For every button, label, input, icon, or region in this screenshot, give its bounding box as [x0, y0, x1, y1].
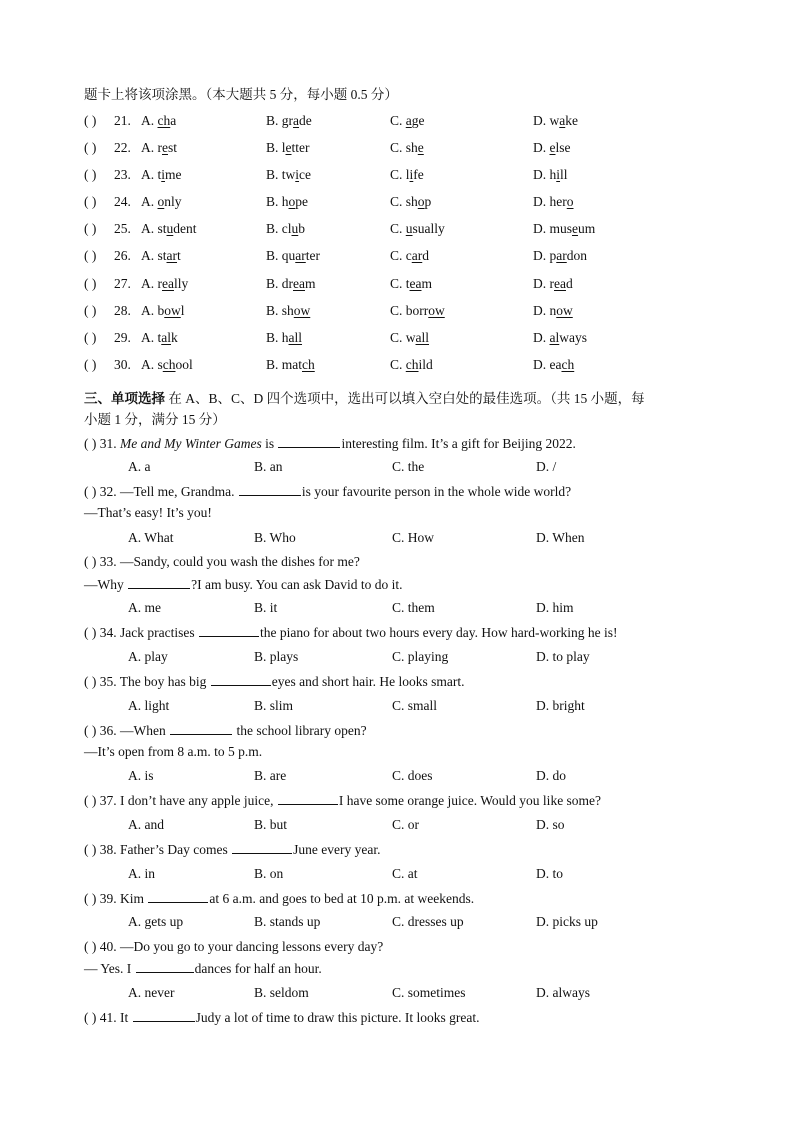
option-b: B. quarter: [266, 248, 321, 263]
option-c: C. playing: [392, 649, 449, 664]
option-b: B. dream: [266, 276, 316, 291]
option-a: A. never: [128, 985, 175, 1000]
option-b: B. it: [254, 600, 278, 615]
option-a: A. a: [128, 459, 151, 474]
option-b: B. club: [266, 221, 305, 236]
option-d: D. bright: [536, 698, 585, 713]
question-40-reply: — Yes. I dances for half an hour.: [84, 961, 322, 976]
option-a: A. play: [128, 649, 168, 664]
option-d: D. /: [536, 459, 557, 474]
option-d: D. When: [536, 530, 585, 545]
answer-paren[interactable]: ( ): [84, 303, 97, 318]
option-b: B. letter: [266, 140, 310, 155]
question-37: ( ) 37. I don’t have any apple juice, I have some orange juice. Would you like some?: [84, 793, 602, 808]
pronunciation-row: [84, 329, 724, 347]
option-b: B. grade: [266, 113, 312, 128]
question-number: 25.: [114, 221, 131, 236]
question-33: ( ) 33. —Sandy, could you wash the dishes for me?: [84, 554, 360, 569]
question-number: 23.: [114, 167, 131, 182]
question-number: 24.: [114, 194, 131, 209]
pronunciation-row: [84, 247, 724, 265]
option-a: A. bowl: [141, 303, 185, 318]
option-c: C. wall: [390, 330, 430, 345]
option-d: D. wake: [533, 113, 578, 128]
question-35: ( ) 35. The boy has big eyes and short hair. He looks smart.: [84, 674, 465, 689]
option-b: B. are: [254, 768, 287, 783]
option-a: A. cha: [141, 113, 177, 128]
option-c: C. them: [392, 600, 435, 615]
option-a: A. gets up: [128, 914, 184, 929]
option-a: A. talk: [141, 330, 178, 345]
pronunciation-row: [84, 220, 724, 238]
option-d: D. read: [533, 276, 573, 291]
option-c: C. dresses up: [392, 914, 464, 929]
option-c: C. or: [392, 817, 419, 832]
option-d: D. pardon: [533, 248, 587, 263]
option-b: B. match: [266, 357, 315, 372]
question-number: 21.: [114, 113, 131, 128]
answer-blank[interactable]: [148, 889, 208, 903]
option-b: B. hope: [266, 194, 309, 209]
option-c: C. at: [392, 866, 418, 881]
question-34: ( ) 34. Jack practises the piano for about two hours every day. How hard-working he is!: [84, 625, 618, 640]
answer-paren[interactable]: ( ): [84, 248, 97, 263]
option-c: C. the: [392, 459, 425, 474]
option-c: C. she: [390, 140, 424, 155]
option-b: B. Who: [254, 530, 296, 545]
answer-blank[interactable]: [170, 721, 232, 735]
question-41: ( ) 41. It Judy a lot of time to draw this picture. It looks great.: [84, 1010, 480, 1025]
pronunciation-row: [84, 193, 724, 211]
option-a: A. me: [128, 600, 161, 615]
option-d: D. else: [533, 140, 571, 155]
section-3-instruction: 在 A、B、C、D 四个选项中，选出可以填入空白处的最佳选项。（共 15 小题，每: [165, 391, 645, 406]
option-d: D. to: [536, 866, 563, 881]
question-36-reply: —It’s open from 8 a.m. to 5 p.m.: [84, 744, 263, 759]
option-c: C. does: [392, 768, 433, 783]
option-c: C. How: [392, 530, 435, 545]
section-intro: 题卡上将该项涂黑。（本大题共 5 分，每小题 0.5 分）: [84, 87, 398, 102]
section-3-header: [84, 390, 645, 408]
section-3-title: 三、单项选择: [84, 391, 165, 407]
option-d: D. hero: [533, 194, 574, 209]
option-d: D. so: [536, 817, 565, 832]
question-number: 30.: [114, 357, 131, 372]
options-33: [84, 599, 724, 617]
answer-paren[interactable]: ( ): [84, 113, 97, 128]
question-number: 27.: [114, 276, 131, 291]
question-number: 29.: [114, 330, 131, 345]
options-39: [84, 913, 724, 931]
options-36: [84, 767, 724, 785]
section-3-instruction-cont: 小题 1 分，满分 15 分）: [84, 412, 226, 427]
option-a: A. school: [141, 357, 193, 372]
option-b: B. plays: [254, 649, 299, 664]
option-d: D. museum: [533, 221, 596, 236]
answer-blank[interactable]: [239, 482, 301, 496]
option-b: B. twice: [266, 167, 312, 182]
option-a: A. and: [128, 817, 164, 832]
question-39: ( ) 39. Kim at 6 a.m. and goes to bed at 10 p.m. at weekends.: [84, 891, 475, 906]
answer-blank[interactable]: [232, 840, 292, 854]
option-b: B. but: [254, 817, 288, 832]
option-d: D. him: [536, 600, 574, 615]
option-d: D. always: [533, 330, 587, 345]
answer-paren[interactable]: ( ): [84, 194, 97, 209]
option-d: D. to play: [536, 649, 590, 664]
option-c: C. small: [392, 698, 438, 713]
option-d: D. always: [536, 985, 590, 1000]
option-c: C. age: [390, 113, 425, 128]
option-a: A. light: [128, 698, 170, 713]
option-d: D. picks up: [536, 914, 598, 929]
option-c: C. shop: [390, 194, 432, 209]
question-33-reply: —Why ?I am busy. You can ask David to do it.: [84, 577, 403, 592]
option-d: D. do: [536, 768, 566, 783]
option-c: C. usually: [390, 221, 445, 236]
answer-blank[interactable]: [128, 575, 190, 589]
option-b: B. an: [254, 459, 283, 474]
option-c: C. life: [390, 167, 424, 182]
option-a: A. is: [128, 768, 154, 783]
option-c: C. child: [390, 357, 433, 372]
answer-blank[interactable]: [199, 623, 259, 637]
option-c: C. team: [390, 276, 433, 291]
answer-paren[interactable]: ( ): [84, 276, 97, 291]
question-36: ( ) 36. —When the school library open?: [84, 723, 367, 738]
option-b: B. stands up: [254, 914, 321, 929]
pronunciation-row: [84, 139, 724, 157]
option-c: C. borrow: [390, 303, 445, 318]
option-a: A. What: [128, 530, 174, 545]
option-b: B. seldom: [254, 985, 309, 1000]
option-a: A. only: [141, 194, 182, 209]
options-32: [84, 529, 724, 547]
answer-blank[interactable]: [133, 1008, 195, 1022]
answer-paren[interactable]: ( ): [84, 221, 97, 236]
option-a: A. student: [141, 221, 197, 236]
question-number: 22.: [114, 140, 131, 155]
option-a: A. start: [141, 248, 181, 263]
options-34: [84, 648, 724, 666]
options-37: [84, 816, 724, 834]
question-32: ( ) 32. —Tell me, Grandma. is your favourite person in the whole wide world?: [84, 484, 572, 499]
option-a: A. time: [141, 167, 182, 182]
pronunciation-row: [84, 356, 724, 374]
pronunciation-row: [84, 112, 724, 130]
question-32-reply: —That’s easy! It’s you!: [84, 505, 212, 520]
pronunciation-row: [84, 275, 724, 293]
option-b: B. hall: [266, 330, 303, 345]
answer-blank[interactable]: [278, 791, 338, 805]
answer-blank[interactable]: [211, 672, 271, 686]
question-31: ( ) 31. Me and My Winter Games is interesting film. It’s a gift for Beijing 2022.: [84, 436, 576, 451]
question-number: 26.: [114, 248, 131, 263]
pronunciation-row: [84, 166, 724, 184]
answer-paren[interactable]: ( ): [84, 330, 97, 345]
question-number: 28.: [114, 303, 131, 318]
option-a: A. in: [128, 866, 155, 881]
answer-blank[interactable]: [136, 959, 194, 973]
option-b: B. slim: [254, 698, 294, 713]
answer-paren[interactable]: ( ): [84, 357, 97, 372]
option-a: A. really: [141, 276, 189, 291]
options-40: [84, 984, 724, 1002]
option-a: A. rest: [141, 140, 178, 155]
pronunciation-row: [84, 302, 724, 320]
question-40: ( ) 40. —Do you go to your dancing lessons every day?: [84, 939, 384, 954]
answer-blank[interactable]: [278, 434, 340, 448]
option-c: C. sometimes: [392, 985, 466, 1000]
options-38: [84, 865, 724, 883]
answer-paren[interactable]: ( ): [84, 140, 97, 155]
option-d: D. now: [533, 303, 573, 318]
answer-paren[interactable]: ( ): [84, 167, 97, 182]
option-d: D. each: [533, 357, 575, 372]
option-c: C. card: [390, 248, 429, 263]
option-b: B. on: [254, 866, 284, 881]
options-31: [84, 458, 724, 476]
options-35: [84, 697, 724, 715]
option-d: D. hill: [533, 167, 568, 182]
question-38: ( ) 38. Father’s Day comes June every year.: [84, 842, 381, 857]
option-b: B. show: [266, 303, 311, 318]
